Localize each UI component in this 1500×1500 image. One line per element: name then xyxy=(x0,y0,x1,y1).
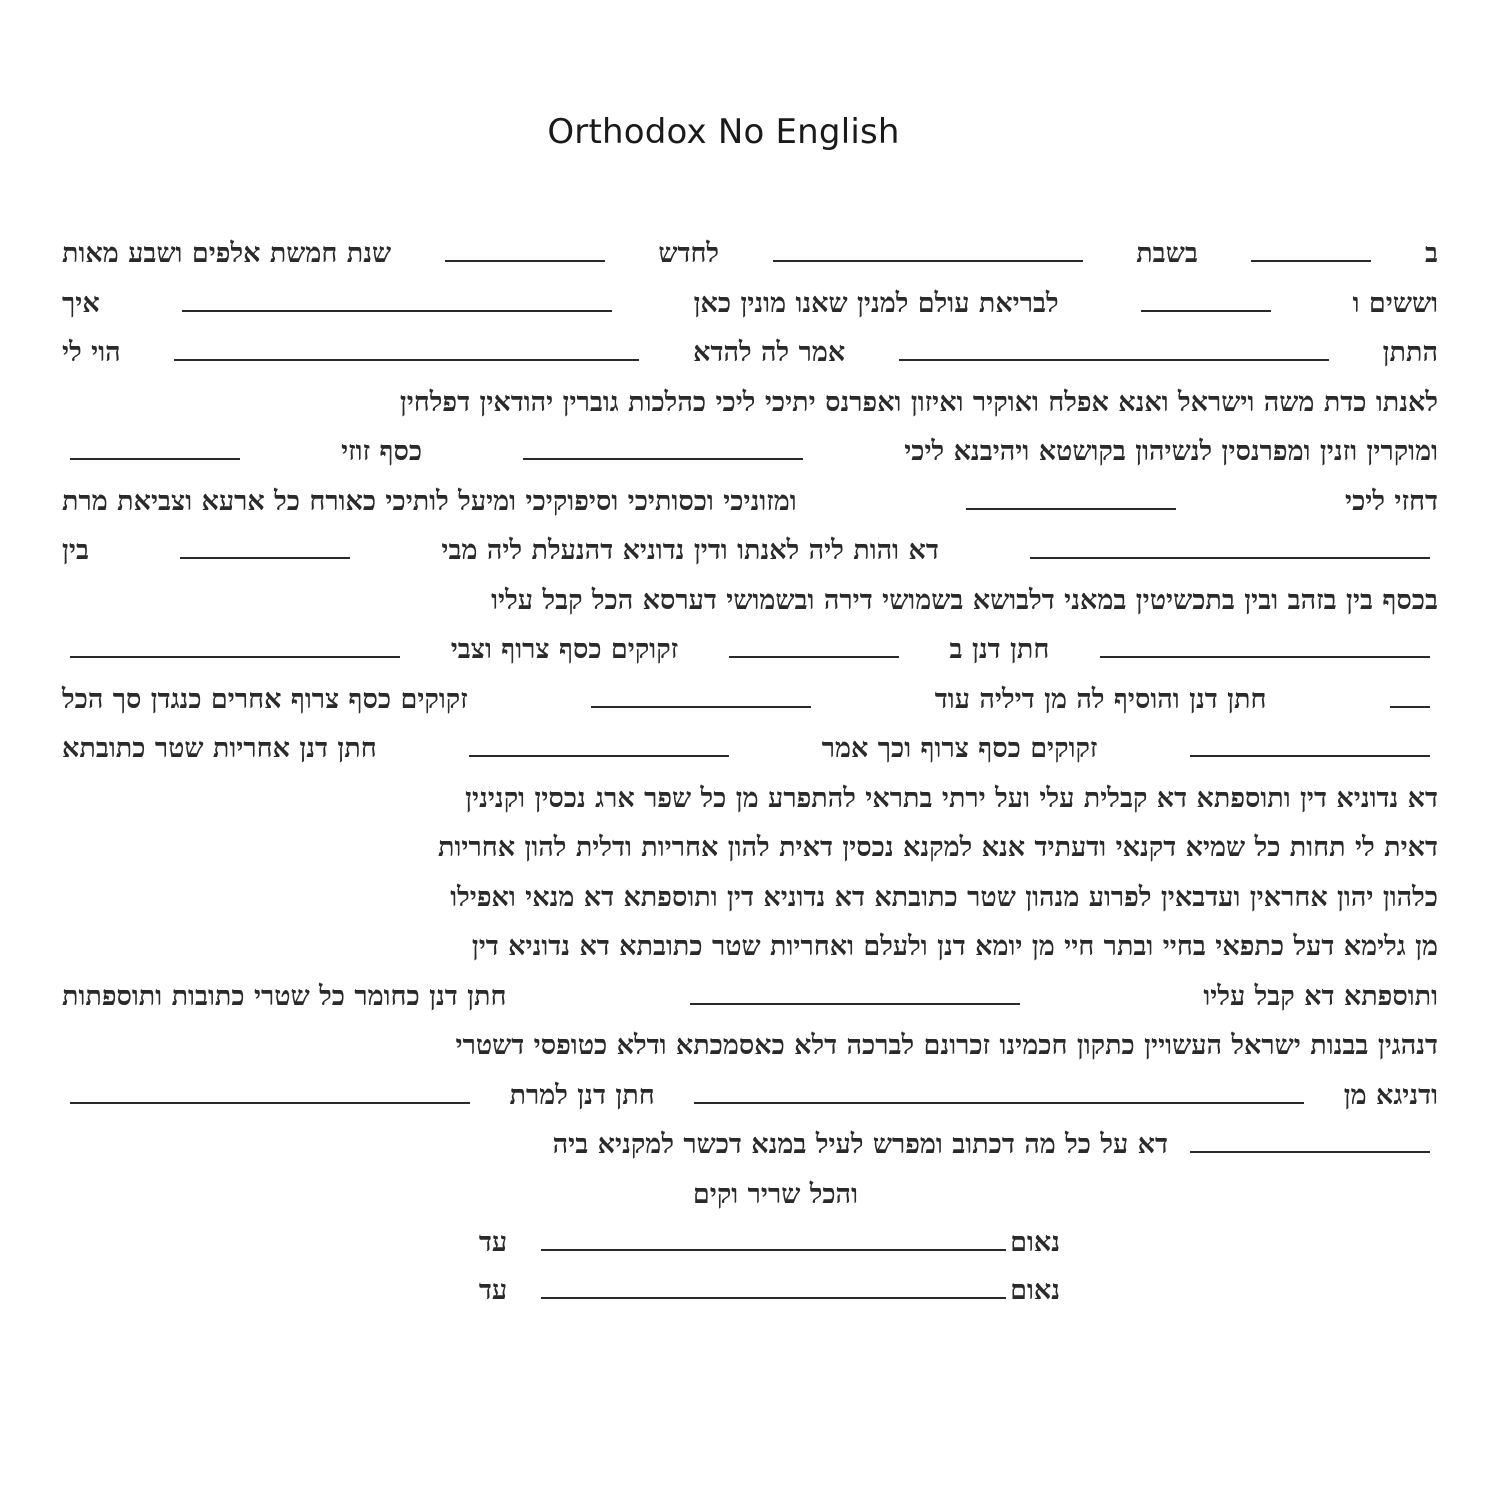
line-text: כסף זוזי xyxy=(341,436,423,467)
blank-field[interactable] xyxy=(966,486,1176,510)
line-text: דא על כל מה דכתוב ומפרש לעיל במנא דכשר למקניא ביה xyxy=(552,1129,1168,1160)
line-text: חתן דנן ב xyxy=(949,634,1050,665)
blank-field[interactable] xyxy=(1141,288,1271,312)
blank-field[interactable] xyxy=(70,1080,470,1104)
blank-field[interactable] xyxy=(899,337,1329,361)
line-text: דא נדוניא דין ותוספתא דא קבלית עלי ועל ירתי בתראי להתפרע מן כל שפר ארג נכסין וקנינין xyxy=(465,782,1438,814)
line-text: חתן דנן כחומר כל שטרי כתובות ותוספתות xyxy=(62,980,507,1012)
line-text: בשבת xyxy=(1136,238,1198,269)
line-text: והכל שריר וקים xyxy=(692,1178,858,1210)
line-text: זקוקים כסף צרוף וצבי xyxy=(450,634,679,665)
blank-field[interactable] xyxy=(1251,238,1371,262)
text-line-3 xyxy=(62,337,1438,387)
line-text: מן גלימא דעל כתפאי בחיי ובתר חיי מן יומא דנן ולעלם ואחריות שטר כתובתא דא נדוניא דין xyxy=(471,931,1438,962)
text-line-16 xyxy=(62,981,1438,1031)
text-line-11 xyxy=(62,733,1438,783)
blank-field[interactable] xyxy=(174,337,639,361)
text-line-18 xyxy=(62,1080,1438,1130)
line-text: חתן דנן למרת xyxy=(509,1079,655,1111)
line-text: כלהון יהון אחראין ועדבאין לפרוע מנהון שטר כתובתא דא נדוניא דין ותוספתא דא מנאי ואפילו xyxy=(450,881,1438,913)
line-text: ב xyxy=(1424,238,1438,269)
line-text: חתן דנן אחריות שטר כתובתא xyxy=(62,733,377,764)
line-text: דחזי ליכי xyxy=(1345,485,1438,517)
line-text: ותוספתא דא קבל עליו xyxy=(1203,980,1438,1012)
text-line-1 xyxy=(62,238,1438,288)
text-line-9 xyxy=(62,634,1438,684)
line-text: שנת חמשת אלפים ושבע מאות xyxy=(62,238,392,269)
text-line-19 xyxy=(62,1129,1438,1179)
blank-field[interactable] xyxy=(182,288,612,312)
line-text: זקוקים כסף צרוף וכך אמר xyxy=(821,733,1098,764)
line-text: לבריאת עולם למנין שאנו מונין כאן xyxy=(693,287,1059,319)
blank-field[interactable] xyxy=(694,1080,1304,1104)
blank-field[interactable] xyxy=(1190,1129,1430,1153)
line-text: לאנתו כדת משה וישראל ואנא אפלח ואוקיר ואיזון ואפרנס יתיכי ליכי כהלכות גוברין יהודאין דפלחין xyxy=(399,386,1438,418)
text-line-17 xyxy=(62,1030,1438,1080)
witness-label: נאום xyxy=(1010,1275,1060,1306)
witness-signature-field[interactable] xyxy=(541,1275,1006,1299)
blank-field[interactable] xyxy=(1100,634,1430,658)
witness-title: עד xyxy=(478,1275,508,1306)
line-text: זקוקים כסף צרוף אחרים כנגדן סך הכל xyxy=(62,683,468,715)
line-text: בין xyxy=(62,535,89,566)
line-text: דאית לי תחות כל שמיא דקנאי ודעתיד אנא למקנא נכסין דאית להון אחריות ודלית להון אחריות xyxy=(438,832,1438,863)
blank-field[interactable] xyxy=(729,634,899,658)
line-text: דא והות ליה לאנתו ודין נדוניא דהנעלת ליה מבי xyxy=(441,535,939,566)
text-line-14 xyxy=(62,882,1438,932)
line-text: ומוקרין וזנין ומפרנסין לנשיהון בקושטא ויהיבנא ליכי xyxy=(904,436,1438,467)
witness-signature-1 xyxy=(440,1227,1060,1258)
blank-field[interactable] xyxy=(523,436,803,460)
ketubah-text xyxy=(62,238,1438,1228)
blank-field[interactable] xyxy=(773,238,1083,262)
text-line-20 xyxy=(62,1179,1438,1229)
blank-field[interactable] xyxy=(180,535,350,559)
line-text: לחדש xyxy=(658,238,720,269)
line-text: ודניגא מן xyxy=(1343,1079,1438,1111)
line-text: התתן xyxy=(1382,337,1438,368)
witness-signature-2 xyxy=(440,1275,1060,1306)
blank-field[interactable] xyxy=(469,733,729,757)
text-line-13 xyxy=(62,832,1438,882)
text-line-6 xyxy=(62,486,1438,536)
blank-field[interactable] xyxy=(1190,733,1430,757)
blank-field[interactable] xyxy=(445,238,605,262)
blank-field[interactable] xyxy=(70,634,400,658)
blank-field[interactable] xyxy=(591,684,811,708)
witness-label: נאום xyxy=(1010,1227,1060,1258)
witness-title: עד xyxy=(478,1227,508,1258)
line-text: הוי לי xyxy=(62,337,121,368)
text-line-12 xyxy=(62,783,1438,833)
text-line-7 xyxy=(62,535,1438,585)
text-line-15 xyxy=(62,931,1438,981)
text-line-5 xyxy=(62,436,1438,486)
line-text: וששים ו xyxy=(1352,287,1438,319)
blank-field[interactable] xyxy=(1390,684,1430,708)
text-line-10 xyxy=(62,684,1438,734)
text-line-8 xyxy=(62,585,1438,635)
blank-field[interactable] xyxy=(690,981,1020,1005)
line-text: בכסף בין בזהב ובין בתכשיטין במאני דלבושא בשמושי דירה ובשמושי דערסא הכל קבל עליו xyxy=(491,584,1438,616)
text-line-4 xyxy=(62,387,1438,437)
line-text: ומזוניכי וכסותיכי וסיפוקיכי ומיעל לותיכי כאורח כל ארעא וצביאת מרת xyxy=(62,485,797,517)
line-text: חתן דנן והוסיף לה מן דיליה עוד xyxy=(934,683,1267,715)
witness-signature-field[interactable] xyxy=(541,1227,1006,1251)
blank-field[interactable] xyxy=(70,436,240,460)
line-text: איך xyxy=(62,287,100,319)
document-title: Orthodox No English xyxy=(547,112,900,152)
line-text: אמר לה להדא xyxy=(693,337,846,368)
blank-field[interactable] xyxy=(1030,535,1430,559)
line-text: דנהגין בבנות ישראל העשויין כתקון חכמינו זכרונם לברכה דלא כאסמכתא ודלא כטופסי דשטרי xyxy=(455,1030,1438,1061)
text-line-2 xyxy=(62,288,1438,338)
